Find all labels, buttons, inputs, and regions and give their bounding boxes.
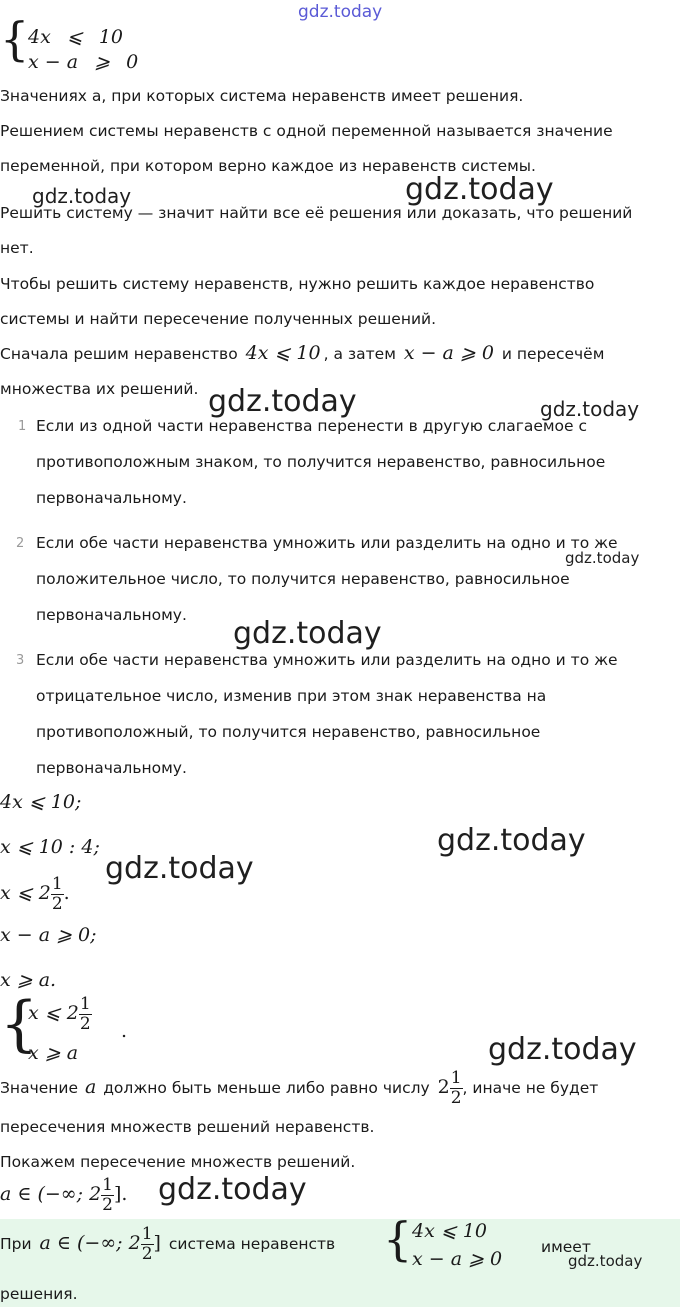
fraction: $\frac{1}{2}$ [51,874,63,914]
rule-2-line: первоначальному. [36,606,187,624]
step-2: x ⩽ 10 : 4; [0,836,100,858]
conclusion-2: Покажем пересечение множеств решений. [0,1153,356,1171]
rule-3-line: первоначальному. [36,759,187,777]
paragraph-5b: множества их решений. [0,380,199,398]
sys1-eq1: 4x ⩽ 10 [28,26,124,48]
brace-icon: { [383,1212,413,1266]
sys2-dot: . [121,1020,128,1042]
watermark: gdz.today [32,184,132,208]
paragraph-4a: Чтобы решить систему неравенств, нужно решить каждое неравенство [0,275,595,293]
conclusion-1b: пересечения множеств решений неравенств. [0,1118,375,1136]
watermark-top: gdz.today [298,2,383,22]
sys2-eq2: x ⩾ a [28,1042,79,1064]
answer-last: решения. [0,1285,78,1303]
watermark: gdz.today [405,172,554,207]
rule-number: 2 [16,536,25,551]
rule-2-line: положительное число, то получится неравенство, равносильное [36,570,570,588]
watermark: gdz.today [158,1172,307,1207]
watermark: gdz.today [568,1252,643,1270]
watermark: gdz.today [105,851,254,886]
rule-1-line: Если из одной части неравенства перенести в другую слагаемое с [36,417,588,435]
fraction: $\frac{1}{2}$ [141,1224,153,1264]
watermark: gdz.today [208,384,357,419]
answer-post: имеет [541,1238,591,1256]
rule-3-line: отрицательное число, изменив при этом знак неравенства на [36,687,547,705]
answer-eq2: x − a ⩾ 0 [412,1248,503,1270]
rule-2-line: Если обе части неравенства умножить или разделить на одно и то же [36,534,618,552]
sys2-eq1: x ⩽ 2 $\frac{1}{2}$ [28,994,91,1034]
step-3: x ⩽ 2 $\frac{1}{2}$ . [0,874,70,914]
step-1: 4x ⩽ 10; [0,791,82,813]
watermark: gdz.today [233,616,382,651]
fraction: $\frac{1}{2}$ [79,994,91,1034]
rule-1-line: противоположным знаком, то получится неравенство, равносильное [36,453,606,471]
fraction: $\frac{1}{2}$ [450,1068,462,1108]
conclusion-1: Значение a должно быть меньше либо равно числу 2 $\frac{1}{2}$ , иначе не будет [0,1068,599,1108]
paragraph-2b: переменной, при котором верно каждое из неравенств системы. [0,157,536,175]
paragraph-2a: Решением системы неравенств с одной переменной называется значение [0,122,613,140]
brace-icon: { [0,12,30,66]
answer-line: При a ∈ (−∞; 2 $\frac{1}{2}$ ] система неравенств [0,1224,336,1264]
rule-3-line: противоположный, то получится неравенство, равносильное [36,723,541,741]
paragraph-3a: Решить систему — значит найти все её решения или доказать, что решений [0,204,633,222]
paragraph-5: Сначала решим неравенство 4x ⩽ 10 , а затем x − a ⩾ 0 и пересечём [0,342,605,364]
sys1-eq2: x − a ⩾ 0 [28,51,139,73]
rule-1-line: первоначальному. [36,489,187,507]
watermark: gdz.today [488,1032,637,1067]
conclusion-3: a ∈ (−∞; 2 $\frac{1}{2}$ ]. [0,1175,128,1215]
watermark: gdz.today [540,397,640,421]
paragraph-1: Значениях a, при которых система неравенств имеет решения. [0,87,524,105]
watermark: gdz.today [565,549,640,567]
paragraph-3b: нет. [0,239,34,257]
step-4: x − a ⩾ 0; [0,924,97,946]
step-5: x ⩾ a. [0,969,57,991]
fraction: $\frac{1}{2}$ [102,1175,113,1215]
brace-icon: { [0,989,39,1059]
rule-number: 3 [16,653,25,668]
rule-number: 1 [18,419,27,434]
rule-3-line: Если обе части неравенства умножить или разделить на одно и то же [36,651,618,669]
paragraph-4b: системы и найти пересечение полученных решений. [0,310,437,328]
watermark: gdz.today [437,823,586,858]
answer-eq1: 4x ⩽ 10 [412,1220,487,1242]
